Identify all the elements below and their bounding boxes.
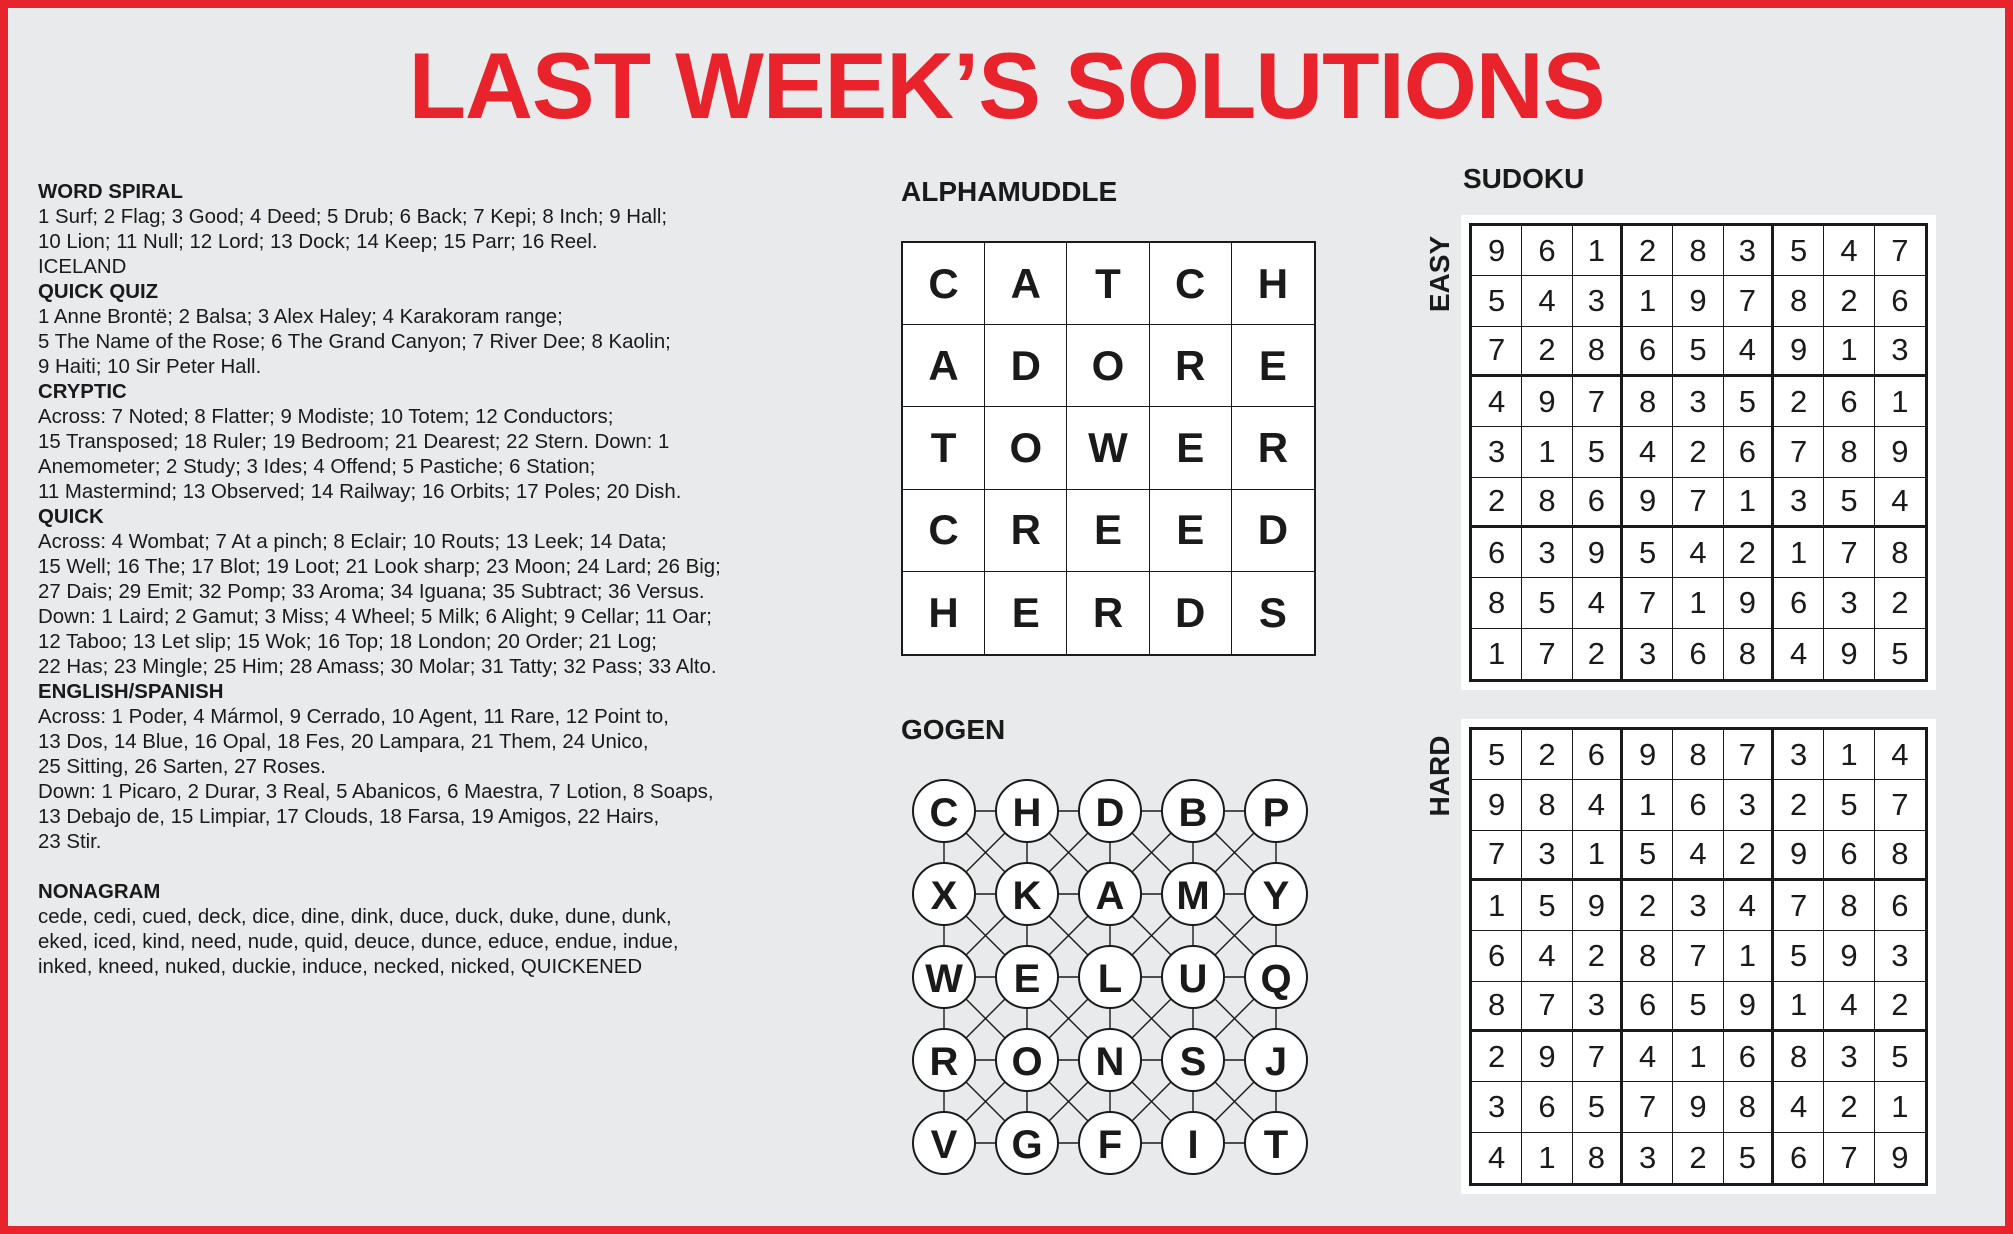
sudoku-hard-cell: 2 bbox=[1724, 831, 1774, 881]
sudoku-easy-cell: 2 bbox=[1724, 528, 1774, 578]
section-heading: CRYPTIC bbox=[38, 381, 127, 403]
section-line: 9 Haiti; 10 Sir Peter Hall. bbox=[38, 356, 262, 378]
gogen-node bbox=[1245, 780, 1307, 842]
alphamuddle-cell: E bbox=[1232, 325, 1314, 407]
sudoku-easy-cell: 5 bbox=[1891, 635, 1909, 671]
section-line: 15 Well; 16 The; 17 Blot; 19 Loot; 21 Look sharp; 23 Moon; 24 Lard; 26 Big; bbox=[38, 556, 721, 578]
sudoku-easy-cell: 4 bbox=[1472, 377, 1522, 427]
sudoku-hard-cell: 3 bbox=[1573, 982, 1623, 1032]
sudoku-easy-cell: 3 bbox=[1623, 629, 1673, 679]
gogen-letter: R bbox=[929, 1040, 959, 1084]
sudoku-easy-cell: 5 bbox=[1522, 578, 1572, 628]
sudoku-hard-cell: 6 bbox=[1824, 831, 1874, 881]
sudoku-hard-cell: 5 bbox=[1472, 730, 1522, 780]
gogen-node bbox=[1079, 780, 1141, 842]
sudoku-hard-cell: 1 bbox=[1673, 1032, 1723, 1082]
sudoku-easy-cell: 9 bbox=[1522, 377, 1572, 427]
gogen-letter: J bbox=[1264, 1040, 1288, 1084]
gogen-letter: G bbox=[1011, 1123, 1043, 1167]
sudoku-easy-cell: 4 bbox=[1875, 478, 1925, 528]
section-line: 5 The Name of the Rose; 6 The Grand Canyon; 7 River Dee; 8 Kaolin; bbox=[38, 331, 671, 353]
sudoku-easy-cell: 1 bbox=[1724, 478, 1774, 528]
sudoku-hard-cell: 9 bbox=[1774, 831, 1824, 881]
sudoku-hard-cell: 7 bbox=[1875, 780, 1925, 830]
sudoku-easy-cell: 5 bbox=[1623, 528, 1673, 578]
sudoku-easy-cell: 5 bbox=[1824, 478, 1874, 528]
sudoku-hard-cell: 5 bbox=[1673, 982, 1723, 1032]
sudoku-hard-cell: 7 bbox=[1522, 982, 1572, 1032]
alphamuddle-cell: A bbox=[985, 243, 1067, 325]
sudoku-easy-cell: 7 bbox=[1724, 276, 1774, 326]
sudoku-easy-cell: 2 bbox=[1774, 377, 1824, 427]
gogen-node bbox=[913, 1029, 975, 1091]
sudoku-hard-cell: 6 bbox=[1673, 780, 1723, 830]
gogen-letter: A bbox=[1095, 874, 1125, 918]
sudoku-hard-cell: 4 bbox=[1573, 780, 1623, 830]
gogen-node bbox=[1162, 1112, 1224, 1174]
gogen-node bbox=[1162, 946, 1224, 1008]
alphamuddle-cell: O bbox=[985, 407, 1067, 489]
sudoku-hard-cell: 3 bbox=[1774, 730, 1824, 780]
gogen-letter: H bbox=[1012, 791, 1042, 835]
gogen-letter: Y bbox=[1262, 874, 1290, 918]
sudoku-hard-cell: 9 bbox=[1673, 1082, 1723, 1132]
sudoku-easy-cell: 8 bbox=[1824, 427, 1874, 477]
alphamuddle-cell: D bbox=[985, 325, 1067, 407]
sudoku-hard-cell: 5 bbox=[1522, 881, 1572, 931]
sudoku-hard-cell: 3 bbox=[1875, 931, 1925, 981]
sudoku-easy-cell: 5 bbox=[1673, 327, 1723, 377]
sudoku-hard-cell: 6 bbox=[1774, 1133, 1824, 1183]
gogen-grid bbox=[901, 768, 1331, 1198]
sudoku-hard-cell: 8 bbox=[1875, 831, 1925, 881]
sudoku-hard-cell: 5 bbox=[1724, 1133, 1774, 1183]
sudoku-hard-cell: 7 bbox=[1824, 1133, 1874, 1183]
gogen-letter: I bbox=[1187, 1123, 1199, 1167]
section-line: 22 Has; 23 Mingle; 25 Him; 28 Amass; 30 Molar; 31 Tatty; 32 Pass; 33 Alto. bbox=[38, 656, 717, 678]
section-line: eked, iced, kind, need, nude, quid, deuce, dunce, educe, endue, indue, bbox=[38, 931, 679, 953]
page-title: LAST WEEK’S SOLUTIONS bbox=[408, 33, 1605, 138]
section-line: 12 Taboo; 13 Let slip; 15 Wok; 16 Top; 18 London; 20 Order; 21 Log; bbox=[38, 631, 657, 653]
gogen-node bbox=[1079, 863, 1141, 925]
gogen-node bbox=[1245, 1029, 1307, 1091]
alphamuddle-cell: S bbox=[1258, 588, 1287, 636]
sudoku-hard-cell: 4 bbox=[1875, 730, 1925, 780]
sudoku-easy-label: EASY bbox=[1424, 235, 1455, 313]
section-line: Down: 1 Laird; 2 Gamut; 3 Miss; 4 Wheel; 5 Milk; 6 Alight; 9 Cellar; 11 Oar; bbox=[38, 606, 712, 628]
sudoku-easy-cell: 1 bbox=[1573, 226, 1623, 276]
alphamuddle-cell: T bbox=[903, 407, 985, 489]
sudoku-hard-cell: 7 bbox=[1774, 881, 1824, 931]
sudoku-hard-cell: 2 bbox=[1522, 730, 1572, 780]
gogen-node bbox=[996, 863, 1058, 925]
sudoku-hard-cell: 2 bbox=[1573, 931, 1623, 981]
sudoku-easy-cell: 4 bbox=[1774, 629, 1824, 679]
sudoku-easy-cell: 6 bbox=[1623, 327, 1673, 377]
sudoku-hard-cell: 8 bbox=[1724, 1082, 1774, 1132]
sudoku-hard-cell: 9 bbox=[1623, 730, 1673, 780]
gogen-node bbox=[913, 1112, 975, 1174]
sudoku-hard-cell: 1 bbox=[1623, 780, 1673, 830]
sudoku-easy-cell: 5 bbox=[1774, 226, 1824, 276]
section-line: 25 Sitting, 26 Sarten, 27 Roses. bbox=[38, 756, 326, 778]
gogen-node bbox=[1245, 1112, 1307, 1174]
gogen-node bbox=[913, 780, 975, 842]
sudoku-easy-cell: 7 bbox=[1472, 327, 1522, 377]
sudoku-hard-cell: 2 bbox=[1774, 780, 1824, 830]
section-heading: NONAGRAM bbox=[38, 881, 161, 903]
sudoku-hard-cell: 4 bbox=[1623, 1032, 1673, 1082]
gogen-node bbox=[996, 946, 1058, 1008]
section-line: 27 Dais; 29 Emit; 32 Pomp; 33 Aroma; 34 Iguana; 35 Subtract; 36 Versus. bbox=[38, 581, 705, 603]
sudoku-hard-cell: 6 bbox=[1522, 1082, 1572, 1132]
gogen-letter: P bbox=[1262, 791, 1290, 835]
sudoku-easy-cell: 4 bbox=[1522, 276, 1572, 326]
section-line: Across: 1 Poder, 4 Mármol, 9 Cerrado, 10 Agent, 11 Rare, 12 Point to, bbox=[38, 706, 669, 728]
sudoku-hard-cell: 1 bbox=[1573, 831, 1623, 881]
gogen-node bbox=[1162, 780, 1224, 842]
section-heading: ENGLISH/SPANISH bbox=[38, 681, 224, 703]
sudoku-easy-cell: 3 bbox=[1522, 528, 1572, 578]
sudoku-easy-cell: 7 bbox=[1522, 629, 1572, 679]
sudoku-hard-cell: 4 bbox=[1673, 831, 1723, 881]
gogen-node bbox=[913, 946, 975, 1008]
section-line: Across: 4 Wombat; 7 At a pinch; 8 Eclair; 10 Routs; 13 Leek; 14 Data; bbox=[38, 531, 667, 553]
sudoku-easy-cell: 8 bbox=[1774, 276, 1824, 326]
section-line: 1 Anne Brontë; 2 Balsa; 3 Alex Haley; 4 Karakoram range; bbox=[38, 306, 563, 328]
sudoku-easy-cell: 5 bbox=[1724, 377, 1774, 427]
section-line: 15 Transposed; 18 Ruler; 19 Bedroom; 21 Dearest; 22 Stern. Down: 1 bbox=[38, 431, 670, 453]
gogen-node bbox=[1162, 863, 1224, 925]
alphamuddle-cell: W bbox=[1067, 407, 1149, 489]
sudoku-hard-cell: 1 bbox=[1824, 730, 1874, 780]
sudoku-hard-cell: 1 bbox=[1724, 931, 1774, 981]
sudoku-easy-cell: 2 bbox=[1623, 226, 1673, 276]
sudoku-hard-cell: 7 bbox=[1673, 931, 1723, 981]
sudoku-easy-cell: 7 bbox=[1573, 377, 1623, 427]
sudoku-easy-cell: 7 bbox=[1824, 528, 1874, 578]
gogen-letter: O bbox=[1011, 1040, 1043, 1084]
sudoku-easy-cell: 8 bbox=[1673, 226, 1723, 276]
sudoku-easy-cell: 8 bbox=[1724, 629, 1774, 679]
gogen-letter: K bbox=[1012, 874, 1042, 918]
sudoku-easy-cell: 9 bbox=[1623, 478, 1673, 528]
sudoku-easy-cell: 6 bbox=[1472, 528, 1522, 578]
sudoku-hard-cell: 1 bbox=[1875, 1082, 1925, 1132]
gogen-letter: D bbox=[1095, 791, 1125, 835]
sudoku-easy-cell: 9 bbox=[1573, 528, 1623, 578]
sudoku-easy-cell: 3 bbox=[1573, 276, 1623, 326]
sudoku-hard-cell: 2 bbox=[1472, 1032, 1522, 1082]
gogen-node bbox=[1245, 863, 1307, 925]
sudoku-hard-cell: 9 bbox=[1472, 780, 1522, 830]
alphamuddle-cell: H bbox=[903, 572, 985, 654]
gogen-letter: C bbox=[929, 791, 959, 835]
gogen-node bbox=[1162, 1029, 1224, 1091]
sudoku-hard-cell: 8 bbox=[1623, 931, 1673, 981]
section-line: 13 Dos, 14 Blue, 16 Opal, 18 Fes, 20 Lampara, 21 Them, 24 Unico, bbox=[38, 731, 649, 753]
sudoku-hard-cell: 4 bbox=[1824, 982, 1874, 1032]
sudoku-easy-cell: 3 bbox=[1824, 578, 1874, 628]
alphamuddle-cell: E bbox=[1150, 490, 1232, 572]
sudoku-hard-cell: 3 bbox=[1522, 831, 1572, 881]
sudoku-easy-cell: 3 bbox=[1875, 327, 1925, 377]
sudoku-hard-grid bbox=[1469, 727, 1928, 1186]
gogen-letter: S bbox=[1179, 1040, 1207, 1084]
sudoku-easy-cell: 8 bbox=[1573, 327, 1623, 377]
gogen-node bbox=[996, 780, 1058, 842]
gogen-node bbox=[996, 1112, 1058, 1174]
sudoku-easy-cell: 7 bbox=[1673, 478, 1723, 528]
sudoku-easy-grid bbox=[1469, 223, 1928, 682]
gogen-node bbox=[996, 1029, 1058, 1091]
alphamuddle-cell: D bbox=[1150, 572, 1232, 654]
sudoku-hard-panel bbox=[1461, 719, 1936, 1194]
gogen-label: GOGEN bbox=[901, 714, 1006, 745]
sudoku-easy-cell: 1 bbox=[1673, 578, 1723, 628]
alphamuddle-cell: H bbox=[1232, 243, 1314, 325]
sudoku-hard-cell: 4 bbox=[1724, 881, 1774, 931]
alphamuddle-cell: E bbox=[1067, 490, 1149, 572]
sudoku-hard-cell: 7 bbox=[1724, 730, 1774, 780]
sudoku-hard-cell: 3 bbox=[1623, 1133, 1673, 1183]
sudoku-hard-cell: 2 bbox=[1673, 1133, 1723, 1183]
sudoku-hard-cell: 5 bbox=[1774, 931, 1824, 981]
sudoku-easy-cell: 1 bbox=[1774, 528, 1824, 578]
sudoku-easy-cell: 2 bbox=[1673, 427, 1723, 477]
alphamuddle-cell: A bbox=[903, 325, 985, 407]
solutions-text-column bbox=[38, 180, 868, 980]
section-heading: WORD SPIRAL bbox=[38, 181, 183, 203]
sudoku-easy-cell: 9 bbox=[1774, 327, 1824, 377]
sudoku-hard-cell: 2 bbox=[1875, 982, 1925, 1032]
sudoku-easy-cell: 8 bbox=[1472, 578, 1522, 628]
gogen-letter: X bbox=[930, 874, 958, 918]
gogen-node bbox=[913, 863, 975, 925]
gogen-node bbox=[1079, 1029, 1141, 1091]
sudoku-easy-cell: 1 bbox=[1522, 427, 1572, 477]
alphamuddle-cell: R bbox=[1150, 325, 1232, 407]
sudoku-hard-cell: 2 bbox=[1623, 881, 1673, 931]
sudoku-hard-cell: 6 bbox=[1573, 730, 1623, 780]
sudoku-hard-cell: 9 bbox=[1573, 881, 1623, 931]
alphamuddle-cell: C bbox=[903, 243, 985, 325]
sudoku-easy-cell: 3 bbox=[1724, 226, 1774, 276]
sudoku-easy-cell: 2 bbox=[1824, 276, 1874, 326]
section-heading: QUICK QUIZ bbox=[38, 281, 159, 303]
gogen-letter: N bbox=[1095, 1040, 1125, 1084]
sudoku-hard-cell: 7 bbox=[1623, 1082, 1673, 1132]
sudoku-easy-cell: 9 bbox=[1875, 427, 1925, 477]
sudoku-easy-cell: 4 bbox=[1824, 226, 1874, 276]
section-line: 23 Stir. bbox=[38, 831, 102, 853]
gogen-letter: U bbox=[1178, 957, 1208, 1001]
sudoku-hard-cell: 5 bbox=[1875, 1032, 1925, 1082]
sudoku-easy-cell: 5 bbox=[1472, 276, 1522, 326]
sudoku-hard-cell: 6 bbox=[1875, 881, 1925, 931]
sudoku-hard-label: HARD bbox=[1424, 735, 1455, 817]
sudoku-easy-cell: 1 bbox=[1623, 276, 1673, 326]
sudoku-hard-cell: 8 bbox=[1573, 1133, 1623, 1183]
section-line: 13 Debajo de, 15 Limpiar, 17 Clouds, 18 Farsa, 19 Amigos, 22 Hairs, bbox=[38, 806, 660, 828]
sudoku-easy-cell: 6 bbox=[1774, 578, 1824, 628]
sudoku-easy-cell: 7 bbox=[1875, 226, 1925, 276]
sudoku-hard-cell: 5 bbox=[1623, 831, 1673, 881]
sudoku-hard-cell: 3 bbox=[1824, 1032, 1874, 1082]
sudoku-easy-cell: 1 bbox=[1472, 629, 1522, 679]
sudoku-easy-panel bbox=[1461, 215, 1936, 690]
sudoku-hard-cell: 5 bbox=[1573, 1082, 1623, 1132]
section-gap bbox=[38, 855, 868, 880]
sudoku-hard-cell: 9 bbox=[1522, 1032, 1572, 1082]
gogen-letter: Q bbox=[1260, 957, 1292, 1001]
sudoku-easy-cell: 3 bbox=[1673, 377, 1723, 427]
gogen-letter: F bbox=[1097, 1123, 1123, 1167]
sudoku-hard-cell: 8 bbox=[1522, 780, 1572, 830]
sudoku-hard-cell: 1 bbox=[1774, 982, 1824, 1032]
sudoku-hard-cell: 2 bbox=[1824, 1082, 1874, 1132]
alphamuddle-cell: R bbox=[1232, 407, 1314, 489]
gogen-letter: E bbox=[1013, 957, 1041, 1001]
sudoku-hard-cell: 8 bbox=[1673, 730, 1723, 780]
sudoku-label: SUDOKU bbox=[1463, 163, 1585, 194]
sudoku-easy-cell: 2 bbox=[1522, 327, 1572, 377]
gogen-node bbox=[1079, 946, 1141, 1008]
sudoku-easy-cell: 7 bbox=[1623, 578, 1673, 628]
alphamuddle-cell: E bbox=[1150, 407, 1232, 489]
alphamuddle-cell: C bbox=[1150, 243, 1232, 325]
sudoku-easy-cell: 9 bbox=[1472, 226, 1522, 276]
sudoku-easy-cell: 9 bbox=[1724, 578, 1774, 628]
sudoku-easy-cell: 2 bbox=[1472, 478, 1522, 528]
gogen-node bbox=[1245, 946, 1307, 1008]
sudoku-easy-cell: 1 bbox=[1875, 377, 1925, 427]
alphamuddle-cell: O bbox=[1067, 325, 1149, 407]
sudoku-easy-cell: 4 bbox=[1623, 427, 1673, 477]
sudoku-easy-cell: 4 bbox=[1673, 528, 1723, 578]
section-line: 11 Mastermind; 13 Observed; 14 Railway; 16 Orbits; 17 Poles; 20 Dish. bbox=[38, 481, 682, 503]
sudoku-easy-cell: 6 bbox=[1824, 377, 1874, 427]
section-line: Down: 1 Picaro, 2 Durar, 3 Real, 5 Abanicos, 6 Maestra, 7 Lotion, 8 Soaps, bbox=[38, 781, 714, 803]
alphamuddle-cell: E bbox=[985, 572, 1067, 654]
alphamuddle-cell: D bbox=[1232, 490, 1314, 572]
sudoku-easy-cell: 3 bbox=[1472, 427, 1522, 477]
sudoku-easy-cell: 8 bbox=[1875, 528, 1925, 578]
alphamuddle-cell: T bbox=[1067, 243, 1149, 325]
sudoku-hard-cell: 9 bbox=[1891, 1139, 1909, 1175]
sudoku-hard-cell: 9 bbox=[1724, 982, 1774, 1032]
section-line: 1 Surf; 2 Flag; 3 Good; 4 Deed; 5 Drub; 6 Back; 7 Kepi; 8 Inch; 9 Hall; bbox=[38, 206, 668, 228]
sudoku-hard-cell: 4 bbox=[1472, 1133, 1522, 1183]
sudoku-easy-cell: 5 bbox=[1573, 427, 1623, 477]
section-line: 10 Lion; 11 Null; 12 Lord; 13 Dock; 14 Keep; 15 Parr; 16 Reel. bbox=[38, 231, 598, 253]
sudoku-easy-cell: 2 bbox=[1573, 629, 1623, 679]
sudoku-hard-cell: 4 bbox=[1774, 1082, 1824, 1132]
alphamuddle-cell: R bbox=[985, 490, 1067, 572]
gogen-letter: W bbox=[925, 957, 963, 1001]
section-line: Anemometer; 2 Study; 3 Ides; 4 Offend; 5 Pastiche; 6 Station; bbox=[38, 456, 596, 478]
sudoku-easy-cell: 6 bbox=[1522, 226, 1572, 276]
sudoku-hard-cell: 5 bbox=[1824, 780, 1874, 830]
section-line: Across: 7 Noted; 8 Flatter; 9 Modiste; 10 Totem; 12 Conductors; bbox=[38, 406, 614, 428]
gogen-letter: M bbox=[1176, 874, 1210, 918]
sudoku-hard-cell: 3 bbox=[1724, 780, 1774, 830]
sudoku-hard-cell: 1 bbox=[1472, 881, 1522, 931]
sudoku-easy-cell: 6 bbox=[1573, 478, 1623, 528]
sudoku-hard-cell: 8 bbox=[1472, 982, 1522, 1032]
sudoku-easy-cell: 9 bbox=[1673, 276, 1723, 326]
gogen-letter: V bbox=[930, 1123, 958, 1167]
sudoku-easy-cell: 8 bbox=[1623, 377, 1673, 427]
sudoku-hard-cell: 7 bbox=[1573, 1032, 1623, 1082]
section-line: cede, cedi, cued, deck, dice, dine, dink, duce, duck, duke, dune, dunk, bbox=[38, 906, 672, 928]
sudoku-hard-cell: 3 bbox=[1673, 881, 1723, 931]
sudoku-easy-cell: 4 bbox=[1573, 578, 1623, 628]
section-heading: QUICK bbox=[38, 506, 104, 528]
sudoku-hard-cell: 6 bbox=[1724, 1032, 1774, 1082]
gogen-letter: B bbox=[1178, 791, 1208, 835]
sudoku-hard-cell: 1 bbox=[1522, 1133, 1572, 1183]
sudoku-easy-cell: 6 bbox=[1673, 629, 1723, 679]
section-line: ICELAND bbox=[38, 256, 127, 278]
sudoku-easy-cell: 8 bbox=[1522, 478, 1572, 528]
sudoku-easy-cell: 7 bbox=[1774, 427, 1824, 477]
sudoku-hard-cell: 8 bbox=[1774, 1032, 1824, 1082]
sudoku-hard-cell: 6 bbox=[1623, 982, 1673, 1032]
sudoku-hard-cell: 6 bbox=[1472, 931, 1522, 981]
sudoku-easy-cell: 9 bbox=[1824, 629, 1874, 679]
alphamuddle-label: ALPHAMUDDLE bbox=[901, 176, 1118, 207]
sudoku-hard-cell: 7 bbox=[1472, 831, 1522, 881]
sudoku-easy-cell: 4 bbox=[1724, 327, 1774, 377]
alphamuddle-cell: C bbox=[903, 490, 985, 572]
sudoku-hard-cell: 3 bbox=[1472, 1082, 1522, 1132]
sudoku-easy-cell: 2 bbox=[1875, 578, 1925, 628]
gogen-letter: L bbox=[1097, 957, 1123, 1001]
sudoku-hard-cell: 9 bbox=[1824, 931, 1874, 981]
sudoku-easy-cell: 3 bbox=[1774, 478, 1824, 528]
alphamuddle-cell: R bbox=[1067, 572, 1149, 654]
gogen-node bbox=[1079, 1112, 1141, 1174]
section-line: inked, kneed, nuked, duckie, induce, necked, nicked, QUICKENED bbox=[38, 956, 643, 978]
sudoku-easy-cell: 6 bbox=[1875, 276, 1925, 326]
sudoku-hard-cell: 8 bbox=[1824, 881, 1874, 931]
sudoku-hard-cell: 4 bbox=[1522, 931, 1572, 981]
alphamuddle-grid bbox=[901, 241, 1316, 656]
sudoku-easy-cell: 6 bbox=[1724, 427, 1774, 477]
gogen-letter: T bbox=[1263, 1123, 1289, 1167]
sudoku-easy-cell: 1 bbox=[1824, 327, 1874, 377]
